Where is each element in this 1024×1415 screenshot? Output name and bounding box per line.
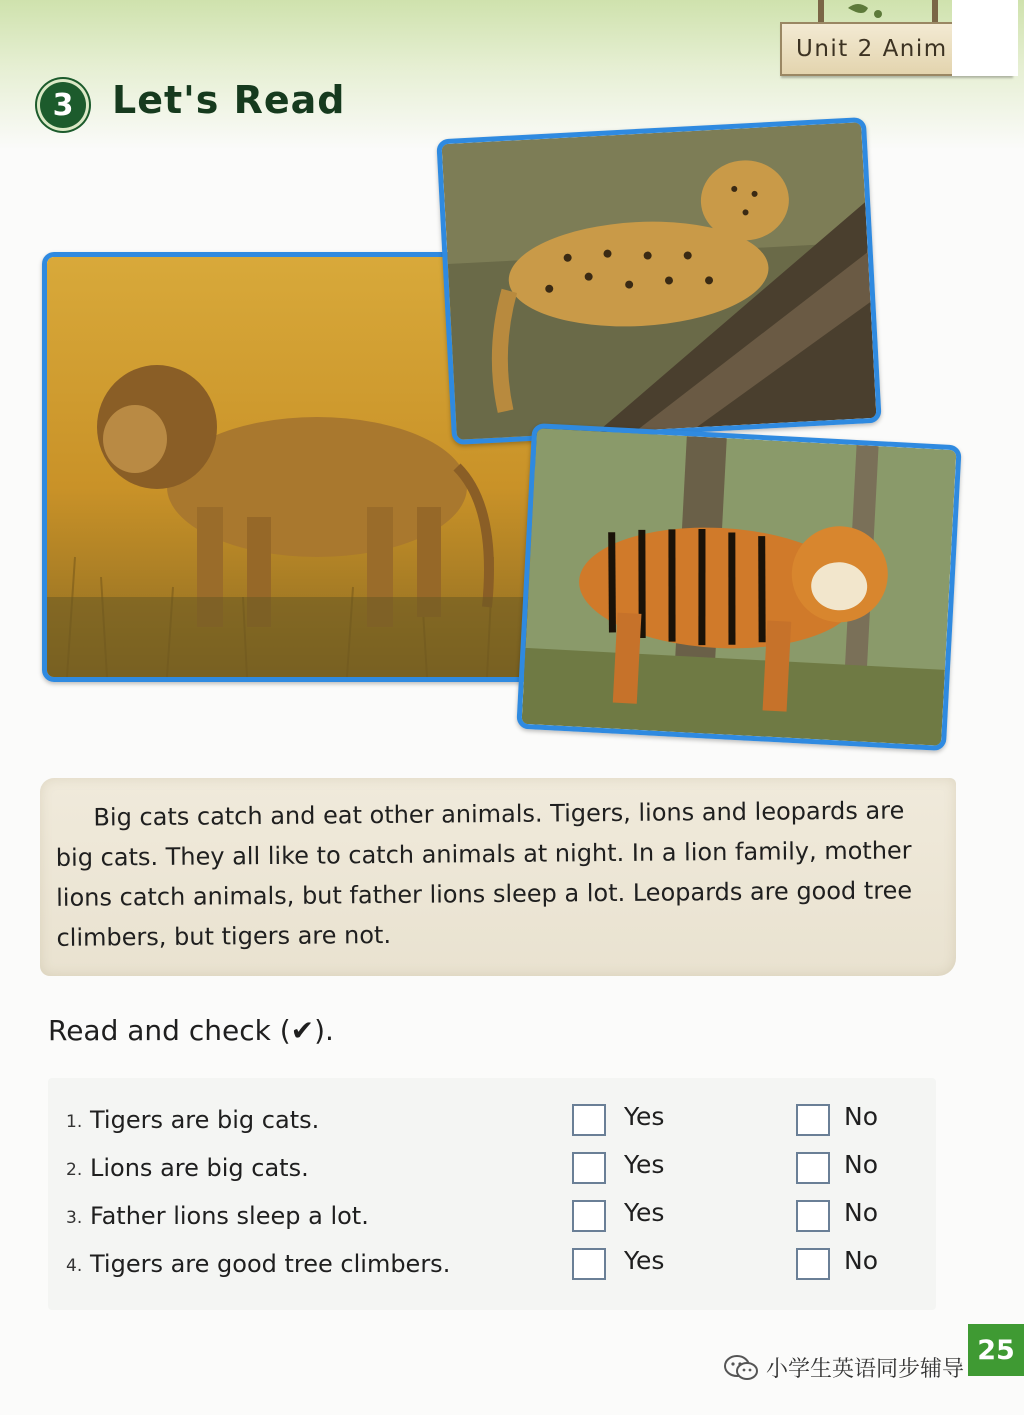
question-row <box>48 1100 936 1146</box>
page-number: 25 <box>968 1324 1024 1376</box>
question-row <box>48 1196 936 1242</box>
leopard-image <box>442 122 877 440</box>
question-text: Lions are big cats. <box>90 1154 309 1182</box>
question-text: Tigers are good tree climbers. <box>90 1250 451 1278</box>
no-checkbox[interactable] <box>796 1104 830 1136</box>
yes-label: Yes <box>624 1102 665 1131</box>
yes-checkbox[interactable] <box>572 1248 606 1280</box>
page-edge <box>952 0 1018 76</box>
yes-label: Yes <box>624 1150 665 1179</box>
watermark-text: 小学生英语同步辅导 <box>766 1357 965 1382</box>
yes-label: Yes <box>624 1198 665 1227</box>
reading-text: Big cats catch and eat other animals. Tigers, lions and leopards are big cats. They all like to catch animals at night. In a lion family, mother lions catch animals, but father lions sleep a lot. Leopards are good tree climbers, but tigers are not. <box>55 796 913 952</box>
leopard-photo <box>436 117 881 445</box>
no-label: No <box>844 1246 878 1275</box>
exercise-instruction: Read and check (✔). <box>48 1014 334 1047</box>
question-row <box>48 1148 936 1194</box>
no-label: No <box>844 1198 878 1227</box>
wechat-icon <box>724 1354 758 1382</box>
question-number: 2. <box>66 1160 83 1180</box>
question-number: 4. <box>66 1256 83 1276</box>
tiger-image <box>522 428 957 746</box>
unit-label: Unit 2 Anim <box>796 36 948 62</box>
question-text: Father lions sleep a lot. <box>90 1202 369 1230</box>
no-label: No <box>844 1102 878 1131</box>
question-number: 1. <box>66 1112 83 1132</box>
no-checkbox[interactable] <box>796 1152 830 1184</box>
yes-label: Yes <box>624 1246 665 1275</box>
yes-checkbox[interactable] <box>572 1200 606 1232</box>
check-exercise <box>48 1078 936 1310</box>
no-label: No <box>844 1150 878 1179</box>
question-text: Tigers are big cats. <box>90 1106 320 1134</box>
section-number-badge: 3 <box>40 82 86 128</box>
reading-passage <box>40 778 956 976</box>
yes-checkbox[interactable] <box>572 1152 606 1184</box>
no-checkbox[interactable] <box>796 1200 830 1232</box>
no-checkbox[interactable] <box>796 1248 830 1280</box>
yes-checkbox[interactable] <box>572 1104 606 1136</box>
tiger-photo <box>516 423 961 751</box>
question-number: 3. <box>66 1208 83 1228</box>
section-title: Let's Read <box>112 78 346 122</box>
unit-sign <box>778 0 1014 76</box>
watermark <box>724 1352 964 1383</box>
question-row <box>48 1244 936 1290</box>
